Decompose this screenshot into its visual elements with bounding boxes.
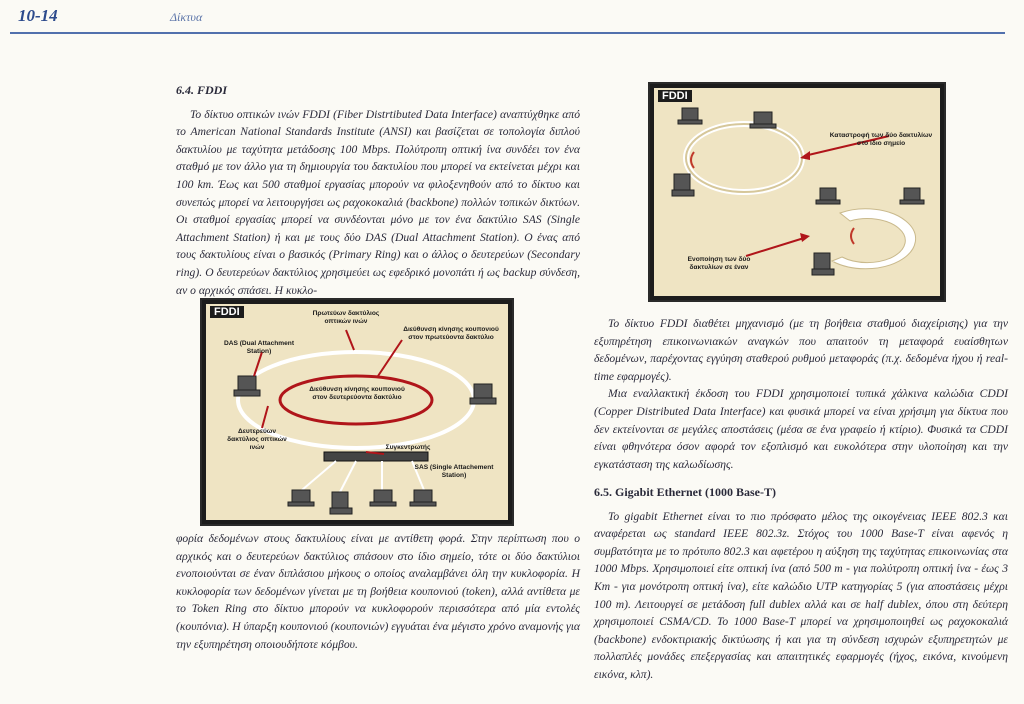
label-secondary-ring: Δευτερεύων δακτύλιος οπτικών ινών xyxy=(227,428,287,451)
label-sas: SAS (Single Attachement Station) xyxy=(414,464,494,479)
fddi-continuation-paragraph: φορία δεδομένων στους δακτυλίους είναι με αντίθετη φορά. Στην περίπτωση που ο αρχικός και ο δευτερεύων δακτύλιος σπάσουν στο ίδιο σημείο, τότε οι δύο δακτύλιοι ενοποιούνται σε έναν διπλάσιου μήκους ο οποίος αναλαμβάνει όλη την κυκλοφορία. Η κυκλοφορία των δεδομένων γίνεται με τη βοήθεια κουπονιού (token), αλλά αντίθετα με το Token Ring στο δίκτυο μπορούν να κυκλοφορούν περισσότερα από μία εντολές (κουπόνια). Η ύπαρξη κουπονιού (κουπονιών) εγγυάται ένα μέγιστο χρόνο αναμονής για την εξυπηρέτηση οποιουδήποτε κόμβου. xyxy=(176,532,580,651)
header-rule xyxy=(10,32,1005,34)
gigabit-paragraph: Το gigabit Ethernet είναι το πιο πρόσφατο μέλος της οικογένειας IEEE 802.3 και αναφέρεται ως standard IEEE 802.3z. Στόχος του 1000 Base-T είναι αφενός η συμβατότητα με το πρότυπο 802.3 και αφετέρου η αύξηση της ταχύτητας επικοινωνίας στα 1000 Mbps. Χρησιμοποιεί είτε οπτική ίνα (από 500 m - για πολύτροπη οπτική ίνα - έως 3 Km - για μονότροπη οπτική ίνα), είτε καλώδιο UTP κατηγορίας 5 (για αποστάσεις μέχρι 100 m). Λειτουργεί σε μετάδοση full dublex αλλά και σε half dublex, όπου στη δεύτερη χρησιμοποιεί CSMA/CD. Το 1000 Base-T μπορεί να χρησιμοποιηθεί ως ραχοκοκαλιά (backbone) ενδοκτιριακής δικτύωσης ή και για τη σύνδεση ισχυρών εξυπηρετητών με πολλαπλές μονάδες επεξεργασίας και απαιτητικές εφαρμογές (ήχος, εικόνα, κινούμενη εικόνα, κλπ). xyxy=(594,509,1008,681)
fddi-break-diagram xyxy=(648,82,946,302)
label-das: DAS (Dual Attachment Station) xyxy=(223,340,295,355)
label-primary-direction: Διεύθυνση κίνησης κουπονιού στον πρωτεύοντα δακτύλιο xyxy=(403,326,499,341)
cddi-paragraph: Μια εναλλακτική έκδοση του FDDI χρησιμοποιεί τυπικά χάλκινα καλώδια CDDI (Copper Distributed Data Interface) και φυσικά μπορεί να είναι χρήσιμη για δίκτυα που δεν εκτείνονται σε μεγάλες αποστάσεις (μέσα σε ένα γραφείο ή κτίριο). Φυσικά τα CDDI είναι φθηνότερα όσον αφορά τον εξοπλισμό και ευκολότερα στην υλοποίηση και την εγκατάσταση της καλωδίωσης. xyxy=(594,387,1008,471)
page-number: 10-14 xyxy=(18,6,58,25)
section-fddi xyxy=(176,82,580,299)
label-primary-ring: Πρωτεύων δακτύλιος οπτικών ινών xyxy=(312,310,380,325)
diagram-title: FDDI xyxy=(658,90,692,102)
section-gigabit xyxy=(594,484,1008,684)
fddi-paragraph: Το δίκτυο οπτικών ινών FDDI (Fiber Distrtibuted Data Interface) αναπτύχθηκε από το American National Standards Institute (ANSI) και βασίζεται σε τοπολογία διπλού δακτυλίου με ταχύτητα μετάδοσης 100 Mbps. Πολύτροπη οπτική ίνα συνδέει τον ένα σταθμό με τον άλλο για τη δημιουργία του δακτυλίου που μπορεί να εκτείνεται μέχρι και 100 km. Έως και 500 σταθμοί εργασίας μπορούν να φιλοξενηθούν από το δίκτυο και συνεπώς μπορεί να λειτουργήσει ως ραχοκοκαλιά (backbone) πολλών τοπικών δικτύων. Οι σταθμοί εργασίας μπορεί να συνδέονται μόνο με τον ένα δακτύλιο SAS (Single Attachment Station) ή και με τους δύο DAS (Dual Attachment Station). Ο ένας από τους δακτυλίους είναι ο βασικός (Primary Ring) και ο άλλος ο δευτερεύων (Secondary ring). Ο δευτερεύων δακτύλιος χρησιμεύει ως εφεδρικό μονοπάτι ή ως backup σύνδεση, αν ο αρχικός σπάσει. Η κυκλο- xyxy=(176,107,580,297)
fddi-continuation xyxy=(176,530,580,653)
diagram-title: FDDI xyxy=(210,306,244,318)
label-merge: Ενοποίηση των δύο δακτυλίων σε έναν xyxy=(687,256,751,271)
fddi-management-paragraph: Το δίκτυο FDDI διαθέτει μηχανισμό (με τη βοήθεια σταθμού διαχείρισης) για την εξυπηρέτηση επικοινωνιακών αναγκών που απαιτούν τη μεταφορά ευαίσθητων δεδομένων, παρέχοντας εγγύηση σταθερού ρυθμού μεταφοράς (π.χ. δεδομένα ήχου ή real-time εφαρμογές). xyxy=(594,317,1008,383)
right-column xyxy=(594,315,1008,473)
section-heading-fddi: 6.4. FDDI xyxy=(176,83,228,97)
label-secondary-direction: Διεύθυνση κίνησης κουπονιού στον δευτερεύοντα δακτύλιο xyxy=(309,386,405,401)
page-header xyxy=(0,0,1024,40)
section-heading-gigabit: 6.5. Gigabit Ethernet (1000 Base-T) xyxy=(594,485,776,499)
running-title: Δίκτυα xyxy=(170,10,203,24)
label-hub: Συγκεντρωτής xyxy=(385,444,431,451)
label-break: Καταστροφή των δύο δακτυλίων στο ίδιο σημείο xyxy=(829,132,933,147)
fddi-main-diagram xyxy=(200,298,514,526)
